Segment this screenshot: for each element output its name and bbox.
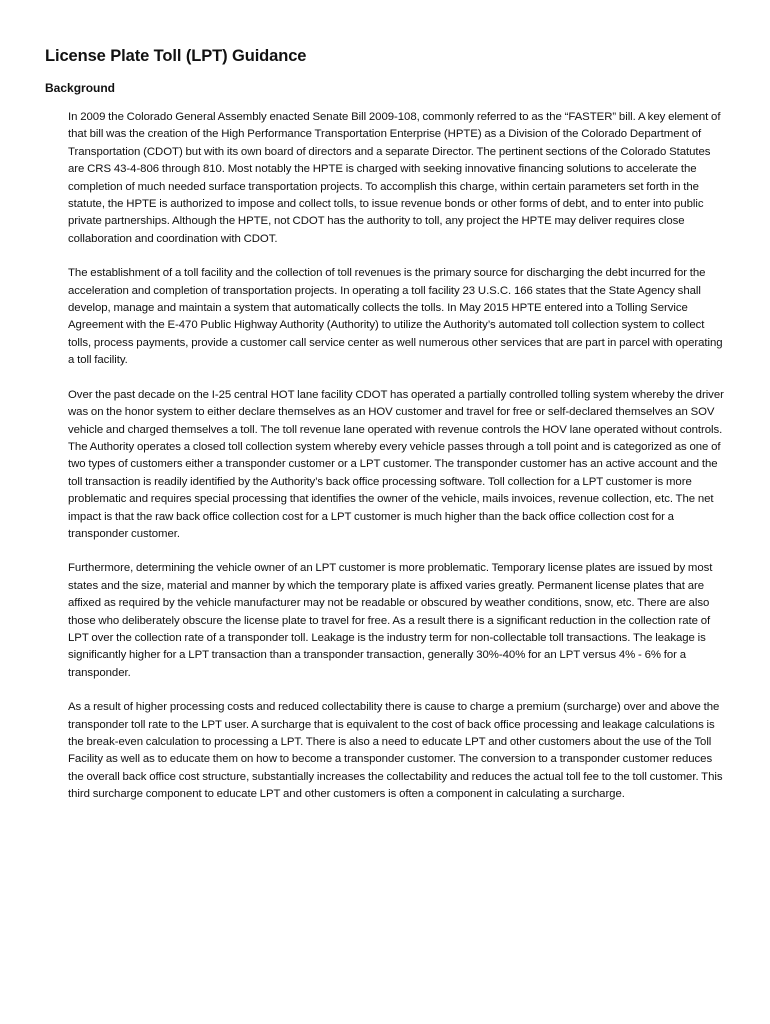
- document-body: [68, 109, 724, 821]
- paragraph-faster-bill: In 2009 the Colorado General Assembly enacted Senate Bill 2009-108, commonly referred to as the “FASTER” bill. A key element of that bill was the creation of the High Performance Transportation Enterprise (HPTE) as a Division of the Colorado Department of Transportation (CDOT) but with its own board of directors and a separate Director. The pertinent sections of the Colorado Statutes are CRS 43-4-806 through 810. Most notably the HPTE is charged with seeking innovative financing solutions to accelerate the completion of much needed surface transportation projects. To accomplish this charge, within certain parameters set forth in the statute, the HPTE is authorized to impose and collect tolls, to issue revenue bonds or other forms of debt, and to enter into public private partnerships. Although the HPTE, not CDOT has the authority to toll, any project the HPTE may deliver requires close collaboration and coordination with CDOT.: [68, 111, 721, 245]
- paragraph-surcharge: As a result of higher processing costs and reduced collectability there is cause to charge a premium (surcharge) over and above the transponder toll rate to the LPT user. A surcharge that is equivalent to the cost of back office processing and leakage calculations is the break-even calculation to processing a LPT. There is also a need to educate LPT and other customers about the use of the Toll Facility as well as to educate them on how to become a transponder customer. The conversion to a transponder customer reduces the overall back office cost structure, substantially increases the collectability and reduces the actual toll fee to the toll customer. This third surcharge component to educate LPT and other customers is often a component in calculating a surcharge.: [68, 701, 723, 801]
- paragraph-vehicle-owner: Furthermore, determining the vehicle owner of an LPT customer is more problematic. Temporary license plates are issued by most states and the size, material and manner by which the temporary plate is affixed varies greatly. Permanent license plates that are affixed as required by the vehicle manufacturer may not be readable or obscured by weather conditions, snow, etc. There are also those who deliberately obscure the license plate to travel for free. As a result there is a significant reduction in the collection rate of LPT over the collection rate of a transponder toll. Leakage is the industry term for non-collectable toll transactions. The leakage is significantly higher for a LPT transaction than a transponder transaction, generally 30%-40% for an LPT versus 4% - 6% for a transponder.: [68, 562, 713, 679]
- section-heading-background: Background: [45, 81, 116, 95]
- paragraph-toll-facility: The establishment of a toll facility and the collection of toll revenues is the primary source for discharging the debt incurred for the acceleration and completion of transportation projects. In operating a toll facility 23 U.S.C. 166 states that the State Agency shall develop, manage and maintain a system that automatically collects the tolls. In May 2015 HPTE entered into a Tolling Service Agreement with the E-470 Public Highway Authority (Authority) to utilize the Authority’s automated toll collection system to collect tolls, process payments, provide a customer call service center as well numerous other services that are part in parcel with operating a toll facility.: [68, 267, 723, 367]
- document-title: License Plate Toll (LPT) Guidance: [45, 47, 307, 65]
- paragraph-i25-hot-lane: Over the past decade on the I-25 central HOT lane facility CDOT has operated a partially controlled tolling system whereby the driver was on the honor system to either declare themselves as an HOV customer and travel for free or self-declared themselves an SOV vehicle and charged themselves a toll. The toll revenue lane operated with revenue controls the HOV lane operated without controls. The Authority operates a closed toll collection system whereby every vehicle passes through a toll point and is categorized as one of two types of customers either a transponder customer or a LPT customer. The transponder customer has an active account and the toll transaction is readily identified by the Authority’s back office processing software. Toll collection for a LPT customer is more problematic and requires special processing that identifies the owner of the vehicle, mails invoices, revenue collection, etc. The net impact is that the raw back office collection cost for a LPT customer is much higher than the back office collection cost for a transponder customer.: [68, 388, 724, 540]
